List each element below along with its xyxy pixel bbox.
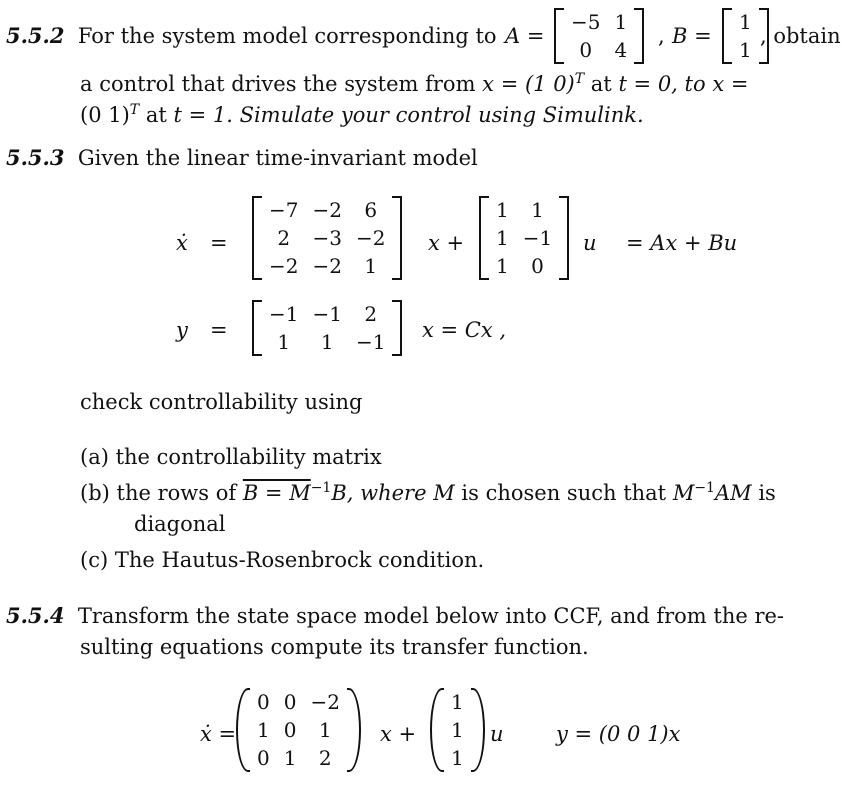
p554-line1-text: Transform the state space model below into CCF, and from the re- xyxy=(77,604,785,628)
matrix-cell: 0 xyxy=(531,254,544,278)
p553-line1 xyxy=(6,146,478,170)
matrix-row xyxy=(250,744,347,772)
p552-transpose: T xyxy=(574,71,585,87)
p553-eq2: = xyxy=(210,318,228,342)
p553-matrix-C xyxy=(252,300,402,356)
p554-xdot: ẋ = xyxy=(200,722,237,746)
matrix-cell: 1 xyxy=(283,746,297,770)
matrix-cell: 1 xyxy=(277,330,291,354)
matrix-cell: 4 xyxy=(614,38,628,62)
item-text-b: B = M xyxy=(242,481,311,505)
p554-matrix-A-table xyxy=(250,688,347,772)
p553-item-b-cont: diagonal xyxy=(134,512,226,536)
p553-item-b xyxy=(80,481,776,505)
p552-transpose-2: T xyxy=(129,102,140,118)
matrix-cell: 1 xyxy=(531,198,544,222)
item-sup-1: −1 xyxy=(310,480,332,496)
bracket-left xyxy=(479,196,489,280)
matrix-cell: 1 xyxy=(318,718,332,742)
p553-eq1: = xyxy=(210,231,228,255)
item-text: the controllability matrix xyxy=(115,445,382,469)
matrix-cell: −3 xyxy=(312,226,342,250)
item-sup-2: −1 xyxy=(694,480,715,496)
matrix-cell: −1 xyxy=(522,226,553,250)
matrix-cell: 1 xyxy=(451,690,464,714)
matrix-cell: 0 xyxy=(283,690,297,714)
p554-xplus: x + xyxy=(380,722,417,746)
p552-line1 xyxy=(6,24,497,48)
p552-line3b: at xyxy=(145,103,167,127)
matrix-cell: 0 xyxy=(257,746,270,770)
matrix-cell: −2 xyxy=(312,198,342,222)
item-text-f: M xyxy=(672,481,695,505)
bracket-left xyxy=(252,300,262,356)
bracket-left xyxy=(554,8,564,64)
matrix-cell: 1 xyxy=(451,718,464,742)
matrix-cell: 1 xyxy=(496,198,509,222)
p554-matrix-B-table xyxy=(444,688,471,772)
p554-u: u xyxy=(490,722,504,746)
matrix-cell: 1 xyxy=(496,254,509,278)
matrix-row xyxy=(444,688,471,716)
matrix-cell: 0 xyxy=(579,38,593,62)
p554-line1 xyxy=(6,604,784,628)
matrix-cell: 0 xyxy=(257,690,270,714)
matrix-row xyxy=(564,8,634,36)
matrix-cell: 1 xyxy=(320,330,334,354)
paren-left xyxy=(430,688,444,772)
bracket-right xyxy=(392,300,402,356)
matrix-row xyxy=(489,224,559,252)
p552-B-label: B = xyxy=(672,24,712,48)
bracket-left xyxy=(252,196,262,280)
p553-rhs2: x = Cx , xyxy=(422,318,507,342)
p554-y-eq: y = (0 0 1)x xyxy=(556,722,681,746)
p553-check: check controllability using xyxy=(80,390,363,414)
p554-line2: sulting equations compute its transfer function. xyxy=(80,635,589,659)
matrix-cell: −1 xyxy=(312,302,342,326)
matrix-row xyxy=(262,252,392,280)
matrix-cell: −2 xyxy=(310,690,340,714)
p553-xplus: x + xyxy=(428,231,465,255)
p552-comma: , xyxy=(658,24,665,48)
p553-matrix-B-table xyxy=(489,196,559,280)
matrix-cell: 2 xyxy=(277,226,291,250)
matrix-cell: 1 xyxy=(257,718,270,742)
matrix-cell: 0 xyxy=(283,718,297,742)
paren-right xyxy=(471,688,485,772)
p554-number: 5.5.4 xyxy=(6,603,65,628)
matrix-cell: 1 xyxy=(739,38,752,62)
p553-u: u xyxy=(583,231,597,255)
p553-rhs1: = Ax + Bu xyxy=(626,231,738,255)
matrix-row xyxy=(444,744,471,772)
p552-line3 xyxy=(80,103,644,127)
matrix-cell: 2 xyxy=(364,302,378,326)
bracket-left xyxy=(722,8,732,64)
item-text-a: the rows of xyxy=(116,481,237,505)
p552-line2 xyxy=(80,72,748,96)
item-text: The Hautus-Rosenbrock condition. xyxy=(114,548,485,572)
matrix-cell: 6 xyxy=(364,198,378,222)
p552-number: 5.5.2 xyxy=(6,23,65,48)
matrix-cell: −2 xyxy=(312,254,342,278)
paren-left xyxy=(236,688,250,772)
p552-A-label: A = xyxy=(505,24,545,48)
matrix-row xyxy=(489,196,559,224)
p552-line2a: a control that drives the system from xyxy=(80,72,476,96)
matrix-row xyxy=(732,36,759,64)
p553-matrix-C-table xyxy=(262,300,392,356)
matrix-cell: −5 xyxy=(571,10,601,34)
item-text-d: M xyxy=(433,481,455,505)
matrix-row xyxy=(564,36,634,64)
matrix-row xyxy=(444,716,471,744)
p552-line2e: x = xyxy=(712,72,749,96)
bracket-right xyxy=(559,196,569,280)
item-label: (c) xyxy=(80,548,109,572)
matrix-row xyxy=(250,716,347,744)
p552-line3a: (0 1) xyxy=(80,103,130,127)
matrix-cell: −7 xyxy=(269,198,299,222)
p553-xdot: ẋ xyxy=(176,231,188,255)
p552-matrix-A-table xyxy=(564,8,634,64)
matrix-cell: 1 xyxy=(451,746,464,770)
item-text-c: B, where xyxy=(331,481,427,505)
p553-item-c xyxy=(80,548,484,572)
p553-matrix-B xyxy=(479,196,569,280)
p554-matrix-B xyxy=(430,688,485,772)
p553-intro: Given the linear time-invariant model xyxy=(77,146,478,170)
bracket-right xyxy=(392,196,402,280)
p552-line2d: t = 0, to xyxy=(618,72,706,96)
matrix-row xyxy=(262,300,392,328)
matrix-cell: −1 xyxy=(355,330,386,354)
matrix-cell: 1 xyxy=(496,226,509,250)
item-text-g: AM xyxy=(714,481,752,505)
p552-intro: For the system model corresponding to xyxy=(77,24,497,48)
p552-line2b: x = (1 0) xyxy=(482,72,575,96)
p553-matrix-A xyxy=(252,196,402,280)
matrix-cell: −1 xyxy=(269,302,299,326)
matrix-cell: −2 xyxy=(269,254,299,278)
p552-matrix-A xyxy=(554,8,644,64)
p552-simulink: Simulink. xyxy=(542,103,644,127)
item-text-e: is chosen such that xyxy=(461,481,667,505)
matrix-cell: 1 xyxy=(614,10,628,34)
bracket-right xyxy=(634,8,644,64)
matrix-cell: −2 xyxy=(355,226,386,250)
item-text-h: is xyxy=(758,481,776,505)
matrix-cell: 2 xyxy=(318,746,332,770)
p554-matrix-A xyxy=(236,688,361,772)
p552-obtain: , obtain xyxy=(760,24,841,48)
p553-y: y xyxy=(176,318,188,342)
matrix-cell: 1 xyxy=(739,10,752,34)
p552-matrix-B-table xyxy=(732,8,759,64)
matrix-row xyxy=(262,196,392,224)
matrix-row xyxy=(262,328,392,356)
matrix-row xyxy=(250,688,347,716)
p553-matrix-A-table xyxy=(262,196,392,280)
matrix-row xyxy=(262,224,392,252)
paren-right xyxy=(347,688,361,772)
item-label: (b) xyxy=(80,481,110,505)
p553-item-a xyxy=(80,445,382,469)
matrix-row xyxy=(489,252,559,280)
p552-line2c: at xyxy=(590,72,612,96)
matrix-row xyxy=(732,8,759,36)
p552-line3c: t = 1. Simulate your control using xyxy=(173,103,537,127)
p553-number: 5.5.3 xyxy=(6,145,65,170)
matrix-cell: 1 xyxy=(364,254,378,278)
item-label: (a) xyxy=(80,445,109,469)
